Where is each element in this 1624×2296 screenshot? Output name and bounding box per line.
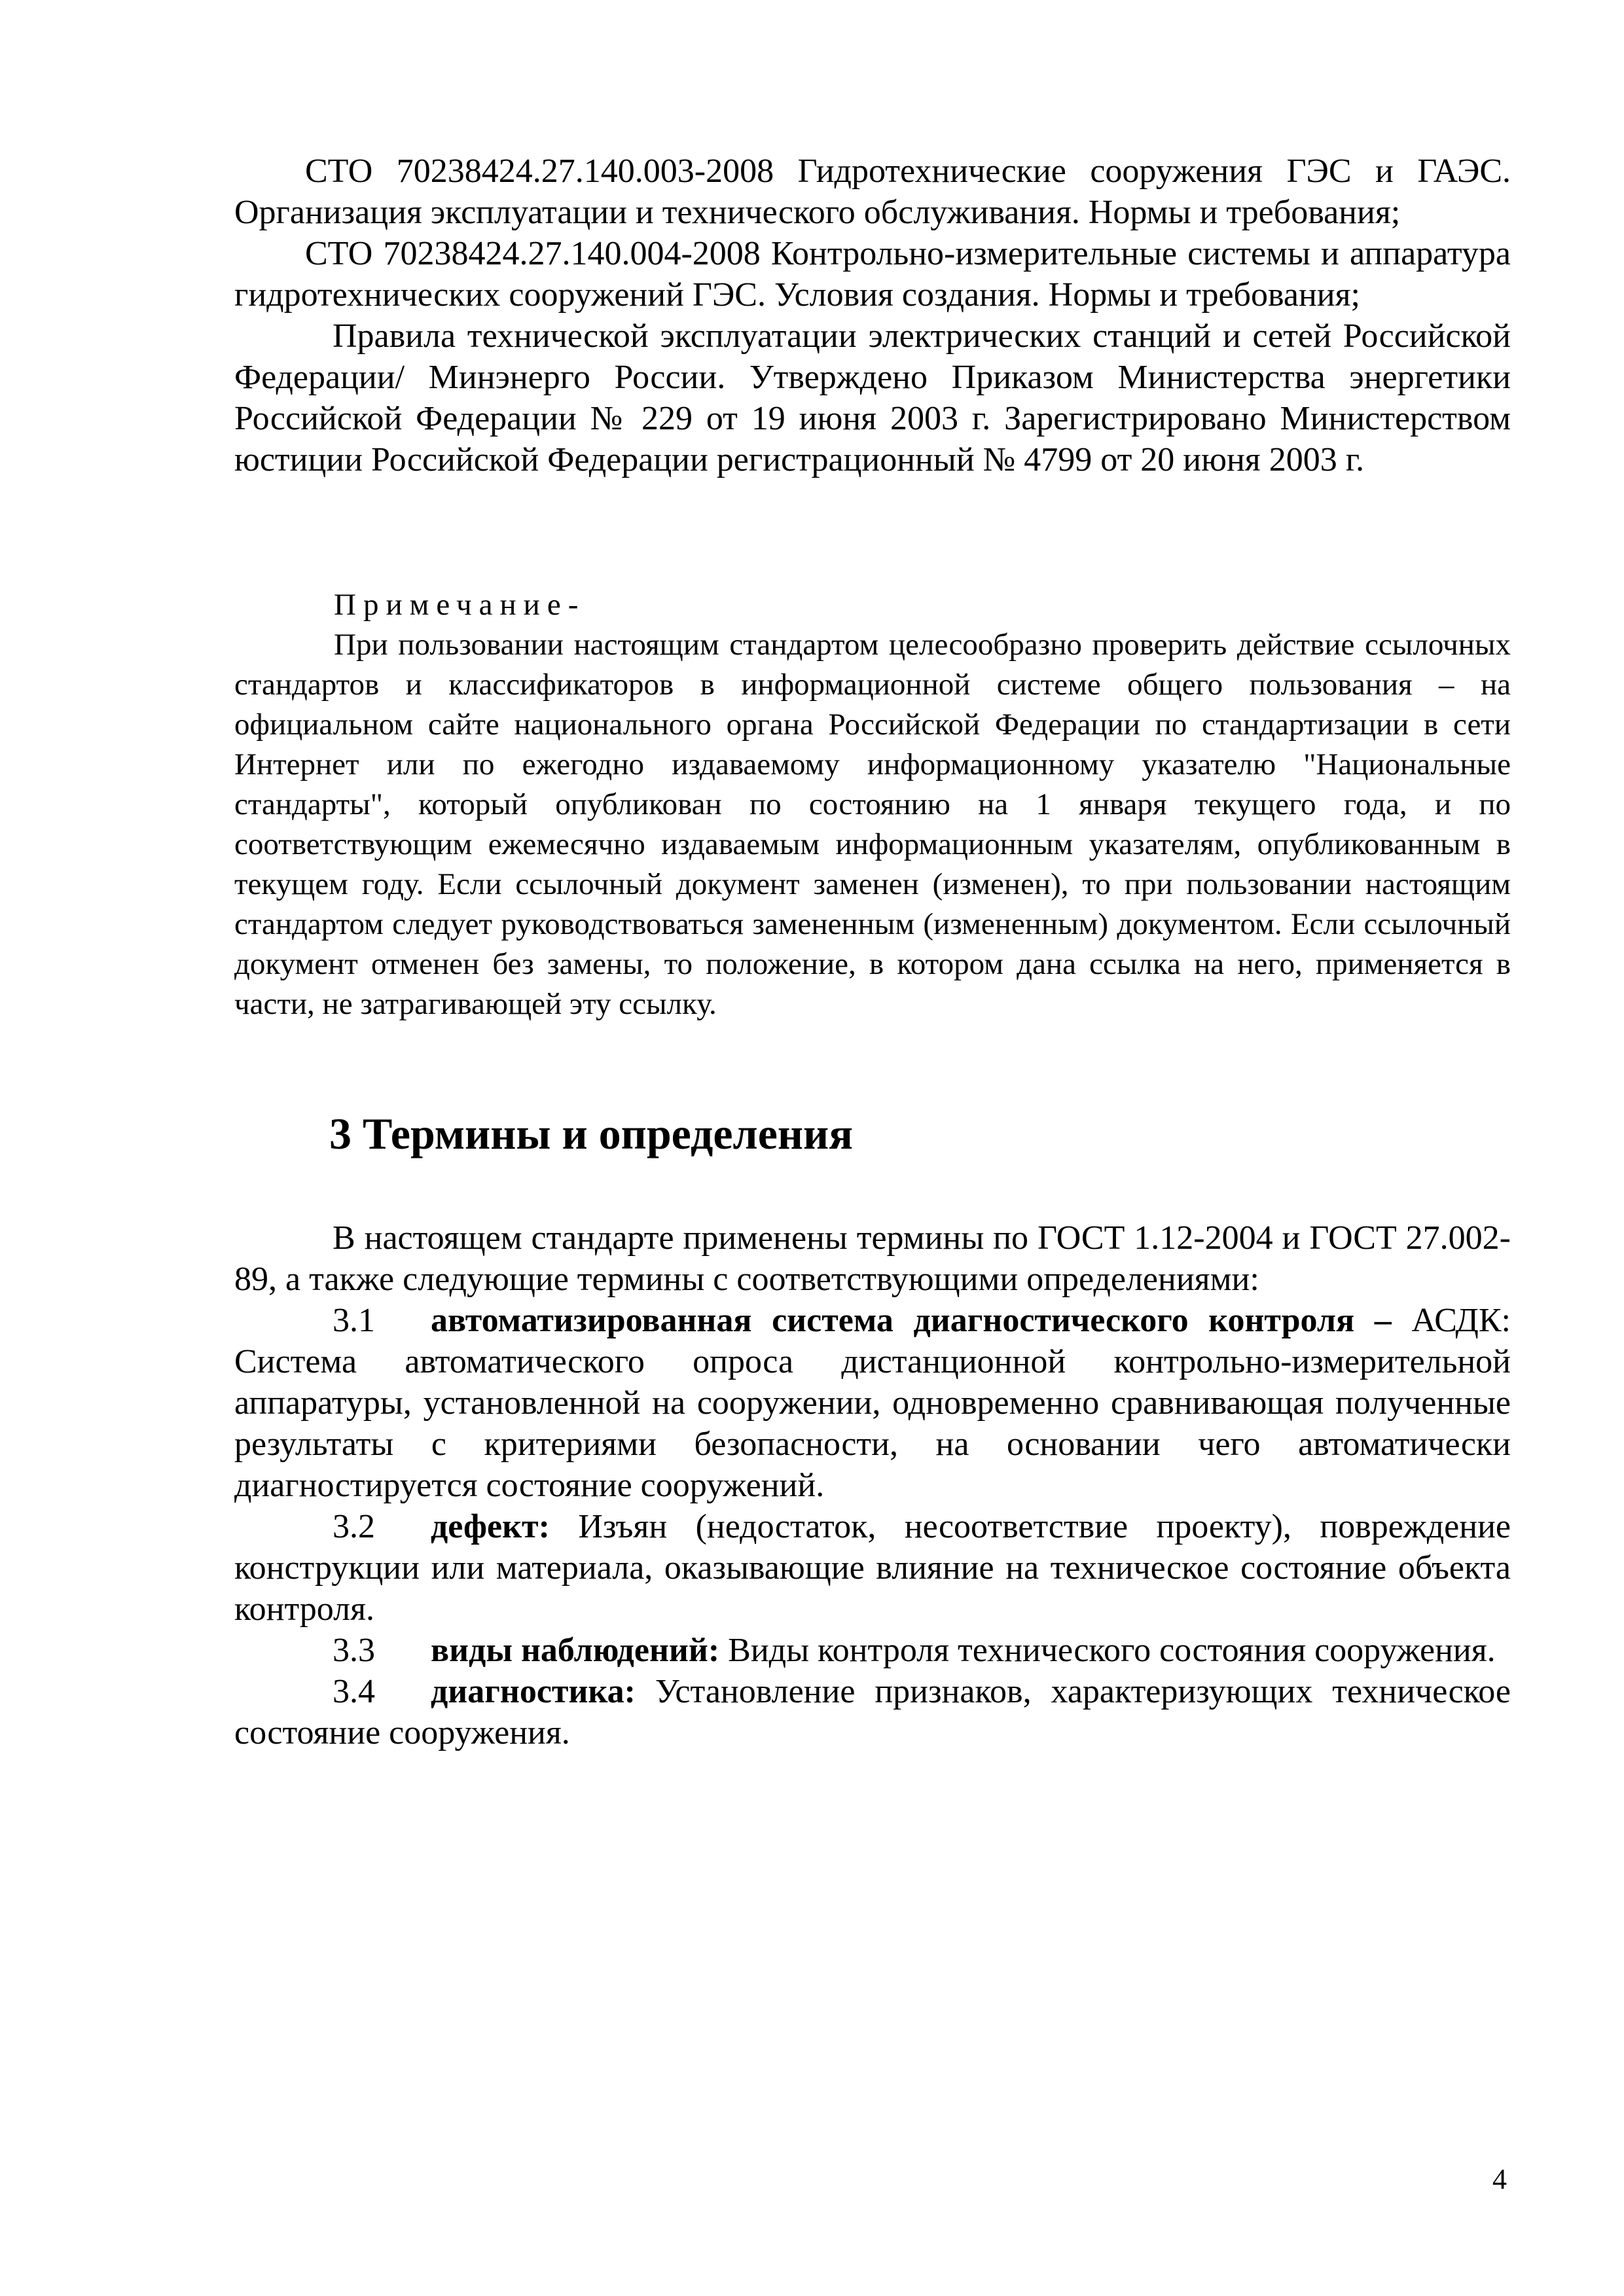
term-definition [234,1300,1511,1506]
document-page [234,151,1511,1753]
term-definition [234,1671,1511,1753]
section-intro: В настоящем стандарте применены термины по ГОСТ 1.12-2004 и ГОСТ 27.002-89, а также следующие термины с соответствующими определениями: [234,1219,1511,1298]
term-name: виды наблюдений: [431,1632,720,1669]
reference-item: СТО 70238424.27.140.003-2008 Гидротехнические сооружения ГЭС и ГАЭС. Организация эксплуатации и технического обслуживания. Нормы и требования; [234,152,1511,231]
page-number: 4 [1492,2163,1507,2195]
term-text: АСДК: Система автоматического опроса дистанционной контрольно-измерительной аппаратуры, установленной на сооружении, одновременно сравнивающая полученные результаты с критериями безопасности, на основании чего автоматически диагностируется состояние сооружений. [234,1302,1511,1504]
term-name: диагностика: [431,1673,636,1710]
reference-item: СТО 70238424.27.140.004-2008 Контрольно-измерительные системы и аппаратура гидротехнических сооружений ГЭС. Условия создания. Нормы и требования; [234,235,1511,314]
reference-item: Правила технической эксплуатации электрических станций и сетей Российской Федерации/ Минэнерго России. Утверждено Приказом Министерства энергетики Российской Федерации № 229 от 19 июня 2003 г. Зарегистрировано Министерством юстиции Российской Федерации регистрационный № 4799 от 20 июня 2003 г. [234,317,1511,478]
term-definition [234,1630,1511,1671]
term-text: Установление признаков, характеризующих техническое состояние сооружения. [234,1673,1511,1751]
note-block [234,585,1511,1024]
note-label: Примечание- [334,588,586,622]
term-text: Виды контроля технического состояния сооружения. [728,1632,1496,1669]
term-text: Изъян (недостаток, несоответствие проекту), повреждение конструкции или материала, оказывающие влияние на техническое состояние объекта контроля. [234,1508,1511,1628]
term-number: 3.4 [333,1673,375,1710]
term-name: автоматизированная система диагностического контроля – [431,1302,1392,1339]
term-number: 3.1 [333,1302,375,1339]
note-text: При пользовании настоящим стандартом целесообразно проверить действие ссылочных стандартов и классификаторов в информационной системе общего пользования – на официальном сайте национального органа Российской Федерации по стандартизации в сети Интернет или по ежегодно издаваемому информационному указателю "Национальные стандарты", который опубликован по состоянию на 1 января текущего года, и по соответствующим ежемесячно издаваемым информационным указателям, опубликованным в текущем году. Если ссылочный документ заменен (изменен), то при пользовании настоящим стандартом следует руководствоваться замененным (измененным) документом. Если ссылочный документ отменен без замены, то положение, в котором дана ссылка на него, применяется в части, не затрагивающей эту ссылку. [234,628,1511,1021]
term-name: дефект: [431,1508,550,1545]
term-number: 3.2 [333,1508,375,1545]
section-heading: 3 Термины и определения [329,1109,854,1158]
term-number: 3.3 [333,1632,375,1669]
term-definition [234,1506,1511,1630]
